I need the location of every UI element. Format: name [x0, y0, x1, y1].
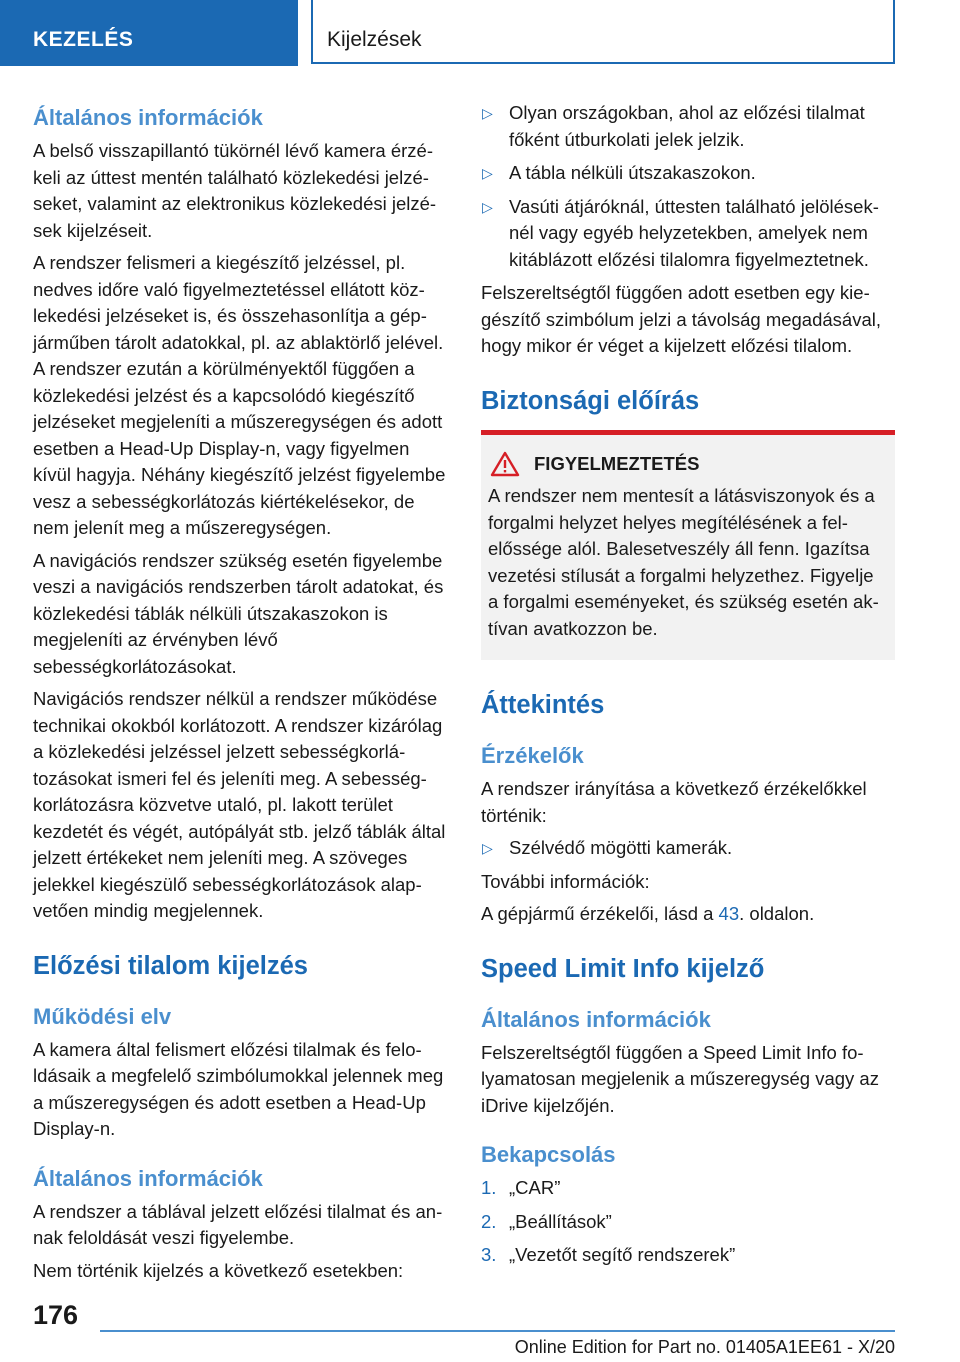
- warning-title: FIGYELMEZTETÉS: [534, 452, 700, 474]
- triangle-right-icon: ▷: [482, 105, 493, 121]
- heading-speed-limit-info: Speed Limit Info kijelző: [481, 954, 765, 983]
- heading-safety: Biztonsági előírás: [481, 386, 700, 415]
- heading-overview: Áttekintés: [481, 691, 605, 719]
- warning-box: [481, 430, 895, 661]
- heading-general-info: Általános információk: [33, 105, 263, 130]
- steps-list: [481, 1175, 897, 1269]
- paragraph: A navigációs rendszer szükség esetén figyelembe veszi a navigációs rendszerben tárolt adatokat, és közlekedési táblák nélküli útszakaszokon is megjeleníti az érvényben lévő sebességkorlátozásokat.: [33, 549, 444, 677]
- list-item: 1. „CAR”: [481, 1177, 561, 1198]
- section-tab: Kijelzések: [311, 0, 895, 64]
- paragraph: Navigációs rendszer nélkül a rendszer működése technikai okokból korlátozott. A rendszer kizárólag a közlekedési jelzéssel jelzett sebességkorlátozásokat ismeri fel és jeleníti meg. A sebességkorlátozásra közvetve utaló, pl. lakott terület kezdetét és végét, autópályát stb. jelző táblák által jelzett értékeket nem jeleníti meg. A szöveges jelekkel kiegészülő sebességkorlátozások alapvetően mindig megjelennek.: [33, 688, 446, 921]
- heading-activate: Bekapcsolás: [481, 1142, 616, 1167]
- chapter-tab: KEZELÉS: [0, 0, 298, 66]
- list-item: ▷ Szélvédő mögötti kamerák.: [481, 835, 897, 862]
- bullet-list: [481, 835, 897, 862]
- list-item: ▷ Vasúti átjáróknál, úttesten található jelöléseknél vagy egyéb helyzetekben, amelyek nem kitáblázott előzési tilalomra figyelmeztetnek.: [482, 195, 879, 270]
- paragraph: A rendszer irányítása a következő érzékelőkkel történik:: [481, 778, 867, 826]
- paragraph: Felszereltségtől függően a Speed Limit Info folyamatosan megjelenik a műszeregység vagy az iDrive kijelzőjén.: [481, 1041, 879, 1116]
- paragraph: Nem történik kijelzés a következő esetekben:: [33, 1259, 404, 1281]
- page-link[interactable]: 43: [718, 903, 740, 924]
- paragraph: A belső visszapillantó tükörnél lévő kamera érzékeli az úttest mentén található közlekedési jelzéseket, valamint az elektronikus közlekedési jelzések kijelzéseit.: [33, 140, 437, 241]
- list-item: 2. „Beállítások”: [481, 1210, 612, 1232]
- triangle-right-icon: ▷: [482, 840, 493, 856]
- triangle-right-icon: ▷: [482, 165, 493, 181]
- paragraph: A rendszer a táblával jelzett előzési tilalmat és annak feloldását veszi figyelembe.: [33, 1200, 443, 1248]
- left-column: [33, 100, 448, 1290]
- warning-triangle-icon: [490, 451, 520, 477]
- edition-note: Online Edition for Part no. 01405A1EE61 - X/20: [514, 1337, 895, 1357]
- heading-no-overtaking: Előzési tilalom kijelzés: [33, 951, 308, 980]
- paragraph: Felszereltségtől függően adott esetben egy kiegészítő szimbólum jelzi a távolság megadásával, hogy mikor ér véget a kijelzett előzési tilalom.: [481, 282, 881, 356]
- bullet-list: [481, 100, 897, 273]
- heading-principle: Működési elv: [33, 1003, 172, 1029]
- heading-sensors: Érzékelők: [481, 743, 584, 768]
- page-number: 176: [33, 1300, 79, 1330]
- list-item: ▷ Olyan országokban, ahol az előzési tilalmat főként útburkolati jelek jelzik.: [482, 102, 865, 150]
- heading-general-info: Általános információk: [33, 1165, 263, 1191]
- page-header: [0, 0, 960, 66]
- paragraph: A gépjármű érzékelői, lásd a 43. oldalon.: [481, 903, 815, 924]
- warning-header: [488, 451, 885, 478]
- heading-general-info: Általános információk: [481, 1006, 711, 1032]
- triangle-right-icon: ▷: [482, 198, 493, 215]
- paragraph: További információk:: [481, 870, 650, 892]
- paragraph: A kamera által felismert előzési tilalmak és feloldásaik a megfelelő szimbólumokkal jelennek meg a műszeregységen és adott esetben a Head-Up Display-n.: [33, 1038, 444, 1139]
- footer-divider: [100, 1330, 895, 1332]
- list-item: ▷ A tábla nélküli útszakaszokon.: [481, 160, 897, 187]
- right-column: [481, 100, 897, 1276]
- list-item: 3. „Vezetőt segítő rendszerek”: [481, 1244, 736, 1265]
- warning-text: A rendszer nem mentesít a látásviszonyok és a forgalmi helyzet helyes megítélésének a felelőssége alól. Balesetveszély áll fenn. Igazítsa vezetési stílusát a forgalmi helyzethez. Figyelje a forgalmi eseményeket, és szükség esetén aktívan avatkozzon be.: [488, 485, 879, 639]
- paragraph: A rendszer felismeri a kiegészítő jelzéssel, pl. nedves időre való figyelmeztetéssel ellátott közlekedési jelzéseket is, és összehasonlítja a gépjárműben tárolt adatokkal, pl. az ablaktörlő jelével. A rendszer ezután a körülményektől függően a közlekedési jelzést és a kapcsolódó kiegészítő jelzéseket megjeleníti a műszeregységen és adott esetben a Head-Up Display-n, vagy figyelmen kívül hagyja. Néhány kiegészítő jelzést figyelembe vesz a sebességkorlátozás kiértékelésekor, de nem jelenít meg a műszeregységen.: [33, 252, 446, 538]
